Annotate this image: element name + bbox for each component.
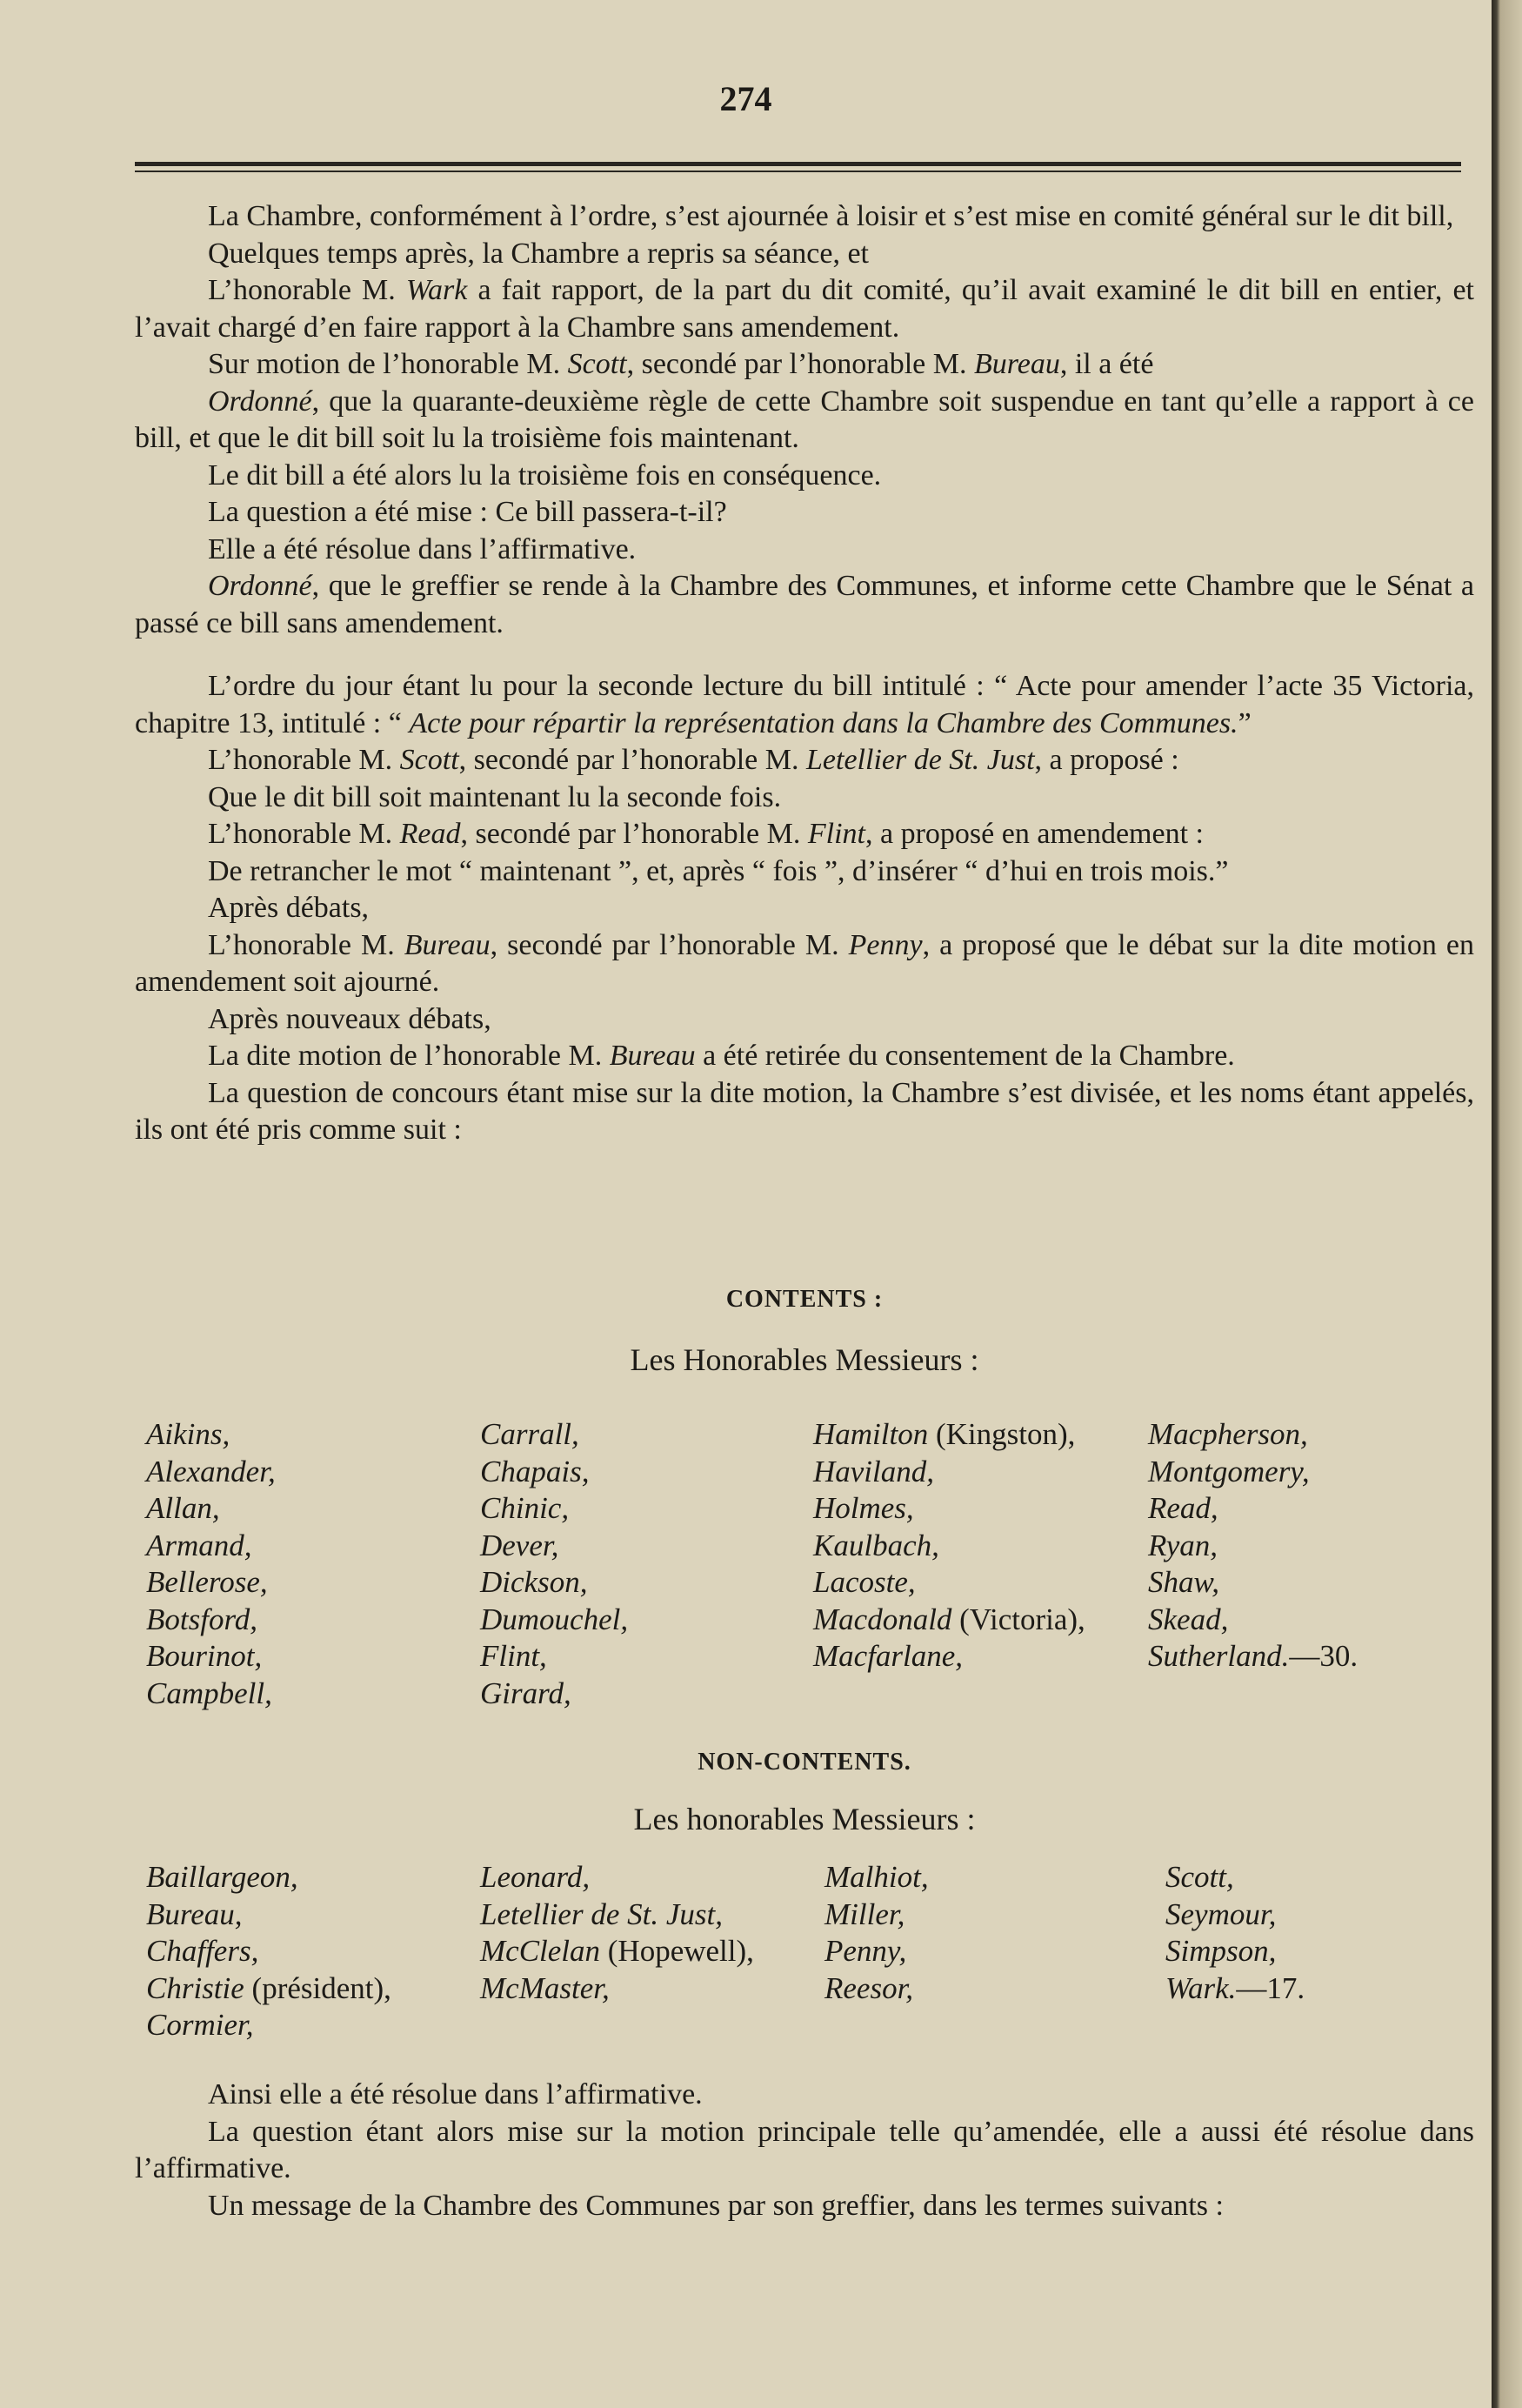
paragraph xyxy=(135,198,1474,236)
name-text: Cormier, xyxy=(146,2008,254,2042)
senator-name xyxy=(1148,1564,1358,1602)
text-run: Ainsi elle a été résolue dans l’affirmative. xyxy=(208,2078,703,2110)
senator-name xyxy=(146,1564,276,1602)
text-run: La Chambre, conformément à l’ordre, s’est ajournée à loisir et s’est mise en comité général sur le dit bill, xyxy=(208,200,1454,232)
italic-text: Ordonné xyxy=(208,385,312,418)
name-text: Girard, xyxy=(480,1676,571,1710)
paragraph xyxy=(135,1075,1474,1149)
name-text: McMaster, xyxy=(480,1970,610,2005)
name-text: Baillargeon, xyxy=(146,1860,298,1894)
name-text: Leonard, xyxy=(480,1860,591,1894)
name-text: Macdonald xyxy=(813,1602,952,1636)
name-text: Macpherson, xyxy=(1148,1417,1308,1451)
paragraph xyxy=(135,779,1474,817)
name-text: Letellier de St. Just, xyxy=(480,1896,723,1931)
name-text: Christie xyxy=(146,1970,244,2005)
text-run: Elle a été résolue dans l’affirmative. xyxy=(208,532,637,565)
text-run: ” xyxy=(1238,706,1252,739)
senator-name xyxy=(480,1564,628,1602)
name-text: Dickson, xyxy=(480,1565,588,1599)
text-run: La question de concours étant mise sur la dite motion, la Chambre s’est divisée, et les noms étant appelés, ils ont été pris comme suit : xyxy=(135,1076,1474,1146)
name-text: Chaffers, xyxy=(146,1934,259,1968)
senator-name xyxy=(813,1638,1085,1676)
senator-name xyxy=(1165,1970,1305,2008)
text-run: De retrancher le mot “ maintenant ”, et, après “ fois ”, d’insérer “ d’hui en trois mois.” xyxy=(208,854,1229,887)
senator-name xyxy=(146,1416,276,1454)
senator-name xyxy=(824,1933,929,1970)
name-text: Lacoste, xyxy=(813,1565,916,1599)
name-text: Skead, xyxy=(1148,1602,1229,1636)
senator-name xyxy=(480,1676,628,1713)
text-run: La question étant alors mise sur la motion principale telle qu’amendée, elle a aussi été résolue dans l’affirmative. xyxy=(135,2115,1474,2184)
senator-name xyxy=(146,1933,391,1970)
text-run: , secondé par l’honorable M. xyxy=(458,744,807,776)
paragraph xyxy=(135,2188,1474,2225)
text-run: , que la quarante-deuxième règle de cette Chambre soit suspendue en tant qu’elle a rapport à ce bill, et que le dit bill soit lu la troisième fois maintenant. xyxy=(135,385,1474,454)
paragraph xyxy=(135,236,1474,273)
text-run: L’honorable M. xyxy=(208,744,400,776)
senator-name xyxy=(480,1638,628,1676)
paragraph xyxy=(135,458,1474,495)
italic-text: Bureau xyxy=(404,928,491,961)
senator-name xyxy=(824,1970,929,2008)
senator-name xyxy=(1148,1490,1358,1528)
senator-name xyxy=(824,1896,929,1934)
senator-name xyxy=(1165,1896,1305,1934)
senator-name xyxy=(480,1859,754,1896)
senator-name xyxy=(480,1896,754,1934)
italic-text: Bureau xyxy=(609,1040,696,1072)
name-note: (Kingston), xyxy=(928,1417,1076,1451)
name-column xyxy=(146,1859,391,2044)
name-text: Sutherland. xyxy=(1148,1639,1290,1673)
name-text: Carrall, xyxy=(480,1417,579,1451)
paragraph xyxy=(135,890,1474,927)
body-text-bottom xyxy=(135,2077,1474,2224)
name-note: (Hopewell), xyxy=(600,1934,754,1968)
paragraph xyxy=(135,494,1474,532)
text-run: L’honorable M. xyxy=(208,928,404,961)
senator-name xyxy=(146,1970,391,2008)
senator-name xyxy=(813,1602,1085,1639)
paragraph xyxy=(135,568,1474,642)
name-text: Haviland, xyxy=(813,1454,935,1488)
italic-text: Flint xyxy=(807,818,865,850)
paragraph xyxy=(135,927,1474,1001)
text-run: , a proposé que le débat sur la dite motion en amendement soit ajourné. xyxy=(135,928,1474,998)
name-text: Penny, xyxy=(824,1934,907,1968)
senator-name xyxy=(1148,1454,1358,1491)
contents-subheading: Les Honorables Messieurs : xyxy=(630,1342,979,1377)
senator-name xyxy=(480,1933,754,1970)
name-text: Read, xyxy=(1148,1491,1218,1525)
senator-name xyxy=(813,1564,1085,1602)
name-text: Scott, xyxy=(1165,1860,1234,1894)
header-rule-thin xyxy=(135,171,1461,172)
name-column xyxy=(824,1859,929,2007)
page-binding-edge xyxy=(1492,0,1522,2408)
name-column xyxy=(480,1859,754,2007)
text-run: a fait rapport, de la part du dit comité, qu’il avait examiné le dit bill en entier, et l’avait chargé d’en faire rapport à la Chambre sans amendement. xyxy=(135,274,1474,344)
paragraph-gap xyxy=(135,642,1474,668)
senator-name xyxy=(1148,1602,1358,1639)
text-run: , a proposé en amendement : xyxy=(865,818,1204,850)
text-run: , secondé par l’honorable M. xyxy=(460,818,808,850)
name-text: Macfarlane, xyxy=(813,1639,964,1673)
senator-name xyxy=(480,1490,628,1528)
senator-name xyxy=(1148,1638,1358,1676)
text-run: L’ordre du jour étant lu pour la seconde lecture du bill intitulé : “ Acte pour amender l’acte 35 Victoria, chapitre 13, intitulé : “ xyxy=(135,670,1474,739)
senator-name xyxy=(480,1970,754,2008)
paragraph xyxy=(135,742,1474,779)
text-run: Que le dit bill soit maintenant lu la seconde fois. xyxy=(208,780,782,813)
name-text: Malhiot, xyxy=(824,1860,929,1894)
senator-name xyxy=(146,1896,391,1934)
senator-name xyxy=(1165,1933,1305,1970)
name-text: Aikins, xyxy=(146,1417,230,1451)
paragraph xyxy=(135,532,1474,569)
senator-name xyxy=(146,1602,276,1639)
senator-name xyxy=(1148,1528,1358,1565)
senator-name xyxy=(146,1638,276,1676)
senator-name xyxy=(1148,1416,1358,1454)
name-text: Botsford, xyxy=(146,1602,258,1636)
name-text: Shaw, xyxy=(1148,1565,1219,1599)
senator-name xyxy=(1165,1859,1305,1896)
name-text: Allan, xyxy=(146,1491,220,1525)
paragraph xyxy=(135,1001,1474,1039)
name-text: Bourinot, xyxy=(146,1639,263,1673)
text-run: , a proposé : xyxy=(1034,744,1179,776)
name-text: Wark. xyxy=(1165,1970,1237,2005)
name-note: —17. xyxy=(1236,1970,1305,2005)
paragraph xyxy=(135,1038,1474,1075)
senator-name xyxy=(146,1454,276,1491)
text-run: , que le greffier se rende à la Chambre des Communes, et informe cette Chambre que le Sénat a passé ce bill sans amendement. xyxy=(135,570,1474,639)
non-contents-heading: NON-CONTENTS. xyxy=(698,1749,911,1776)
name-text: Reesor, xyxy=(824,1970,914,2005)
contents-heading: CONTENTS : xyxy=(725,1286,884,1313)
text-run: La question a été mise : Ce bill passera-t-il? xyxy=(208,496,727,528)
italic-text: Bureau xyxy=(973,348,1060,380)
non-contents-subheading: Les honorables Messieurs : xyxy=(633,1802,976,1836)
senator-name xyxy=(813,1528,1085,1565)
name-text: Montgomery, xyxy=(1148,1454,1310,1488)
paragraph xyxy=(135,272,1474,346)
text-run: Après nouveaux débats, xyxy=(208,1002,491,1035)
senator-name xyxy=(146,2007,391,2044)
text-run: Sur motion de l’honorable M. xyxy=(208,348,568,380)
name-note: (président), xyxy=(244,1970,391,2005)
paragraph xyxy=(135,346,1474,384)
italic-text: Acte pour répartir la représentation dans la Chambre des Communes. xyxy=(409,706,1238,739)
name-note: (Victoria), xyxy=(951,1602,1085,1636)
header-rule-thick xyxy=(135,162,1461,166)
name-note: —30. xyxy=(1289,1639,1358,1673)
text-run: , secondé par l’honorable M. xyxy=(626,348,974,380)
senator-name xyxy=(480,1454,628,1491)
name-text: Kaulbach, xyxy=(813,1528,939,1562)
italic-text: Ordonné xyxy=(208,570,312,602)
text-run: , il a été xyxy=(1059,348,1154,380)
name-text: Bellerose, xyxy=(146,1565,268,1599)
body-text-top xyxy=(135,198,1474,1149)
senator-name xyxy=(146,1528,276,1565)
text-run: Quelques temps après, la Chambre a repris sa séance, et xyxy=(208,237,869,270)
paragraph xyxy=(135,668,1474,742)
italic-text: Penny xyxy=(848,928,923,961)
name-text: Chapais, xyxy=(480,1454,590,1488)
name-column xyxy=(813,1416,1085,1676)
text-run: a été retirée du consentement de la Chambre. xyxy=(695,1040,1235,1072)
senator-name xyxy=(146,1859,391,1896)
page-number: 274 xyxy=(719,79,772,118)
paragraph xyxy=(135,816,1474,853)
senator-name xyxy=(480,1528,628,1565)
name-text: Armand, xyxy=(146,1528,252,1562)
name-text: Holmes, xyxy=(813,1491,914,1525)
name-text: Campbell, xyxy=(146,1676,272,1710)
italic-text: Wark xyxy=(405,274,468,306)
paragraph xyxy=(135,2114,1474,2188)
senator-name xyxy=(146,1676,276,1713)
senator-name xyxy=(813,1416,1085,1454)
name-column xyxy=(1165,1859,1305,2007)
name-text: Chinic, xyxy=(480,1491,570,1525)
italic-text: Scott xyxy=(399,744,459,776)
senator-name xyxy=(480,1416,628,1454)
text-run: Le dit bill a été alors lu la troisième fois en conséquence. xyxy=(208,458,882,492)
italic-text: Read xyxy=(399,818,461,850)
text-run: , secondé par l’honorable M. xyxy=(490,928,849,961)
text-run: La dite motion de l’honorable M. xyxy=(208,1040,610,1072)
text-run: Après débats, xyxy=(208,892,370,924)
senator-name xyxy=(813,1490,1085,1528)
name-text: Bureau, xyxy=(146,1896,243,1931)
senator-name xyxy=(813,1454,1085,1491)
name-text: Dever, xyxy=(480,1528,559,1562)
senator-name xyxy=(824,1859,929,1896)
name-column xyxy=(146,1416,276,1712)
name-text: Alexander, xyxy=(146,1454,276,1488)
name-text: McClelan xyxy=(480,1934,601,1968)
name-column xyxy=(480,1416,628,1712)
name-text: Miller, xyxy=(824,1896,905,1931)
name-text: Flint, xyxy=(480,1639,547,1673)
name-column xyxy=(1148,1416,1358,1676)
name-text: Dumouchel, xyxy=(480,1602,629,1636)
senator-name xyxy=(480,1602,628,1639)
name-text: Hamilton xyxy=(813,1417,929,1451)
paragraph xyxy=(135,384,1474,458)
italic-text: Scott xyxy=(567,348,627,380)
text-run: L’honorable M. xyxy=(208,274,406,306)
senator-name xyxy=(146,1490,276,1528)
name-text: Simpson, xyxy=(1165,1934,1277,1968)
name-text: Seymour, xyxy=(1165,1896,1277,1931)
text-run: Un message de la Chambre des Communes par son greffier, dans les termes suivants : xyxy=(208,2189,1224,2222)
paragraph xyxy=(135,853,1474,891)
italic-text: Letellier de St. Just xyxy=(806,744,1035,776)
paragraph xyxy=(135,2077,1474,2114)
text-run: L’honorable M. xyxy=(208,818,400,850)
name-text: Ryan, xyxy=(1148,1528,1218,1562)
